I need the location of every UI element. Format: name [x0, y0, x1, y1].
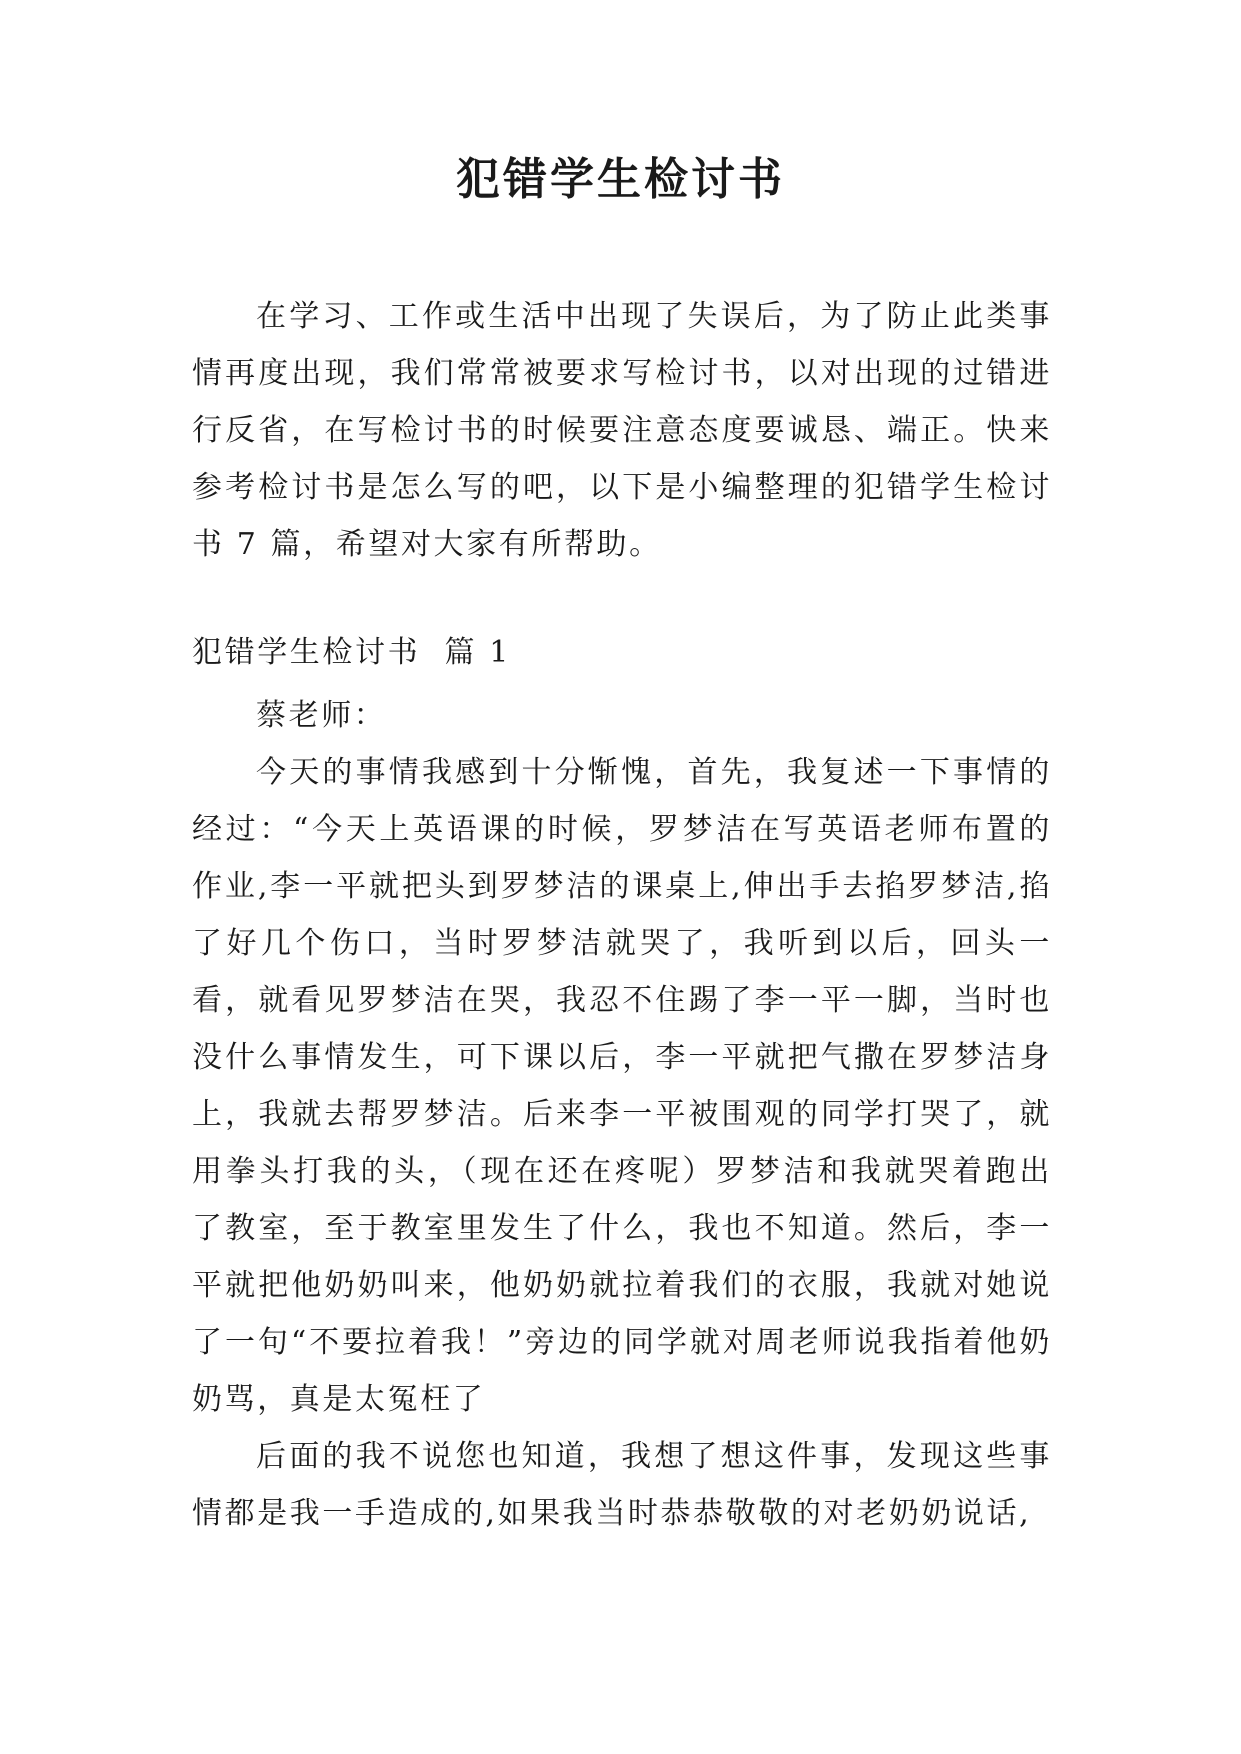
body-paragraph: 后面的我不说您也知道，我想了想这件事，发现这些事情都是我一手造成的,如果我当时恭恭敬敬的对老奶奶说话,: [192, 1439, 1052, 1531]
intro-paragraph: 在学习、工作或生活中出现了失误后，为了防止此类事情再度出现，我们常常被要求写检讨书，以对出现的过错进行反省，在写检讨书的时候要注意态度要诚恳、端正。快来参考检讨书是怎么写的吧，以下是小编整理的犯错学生检讨书 7 篇，希望对大家有所帮助。: [192, 299, 1052, 562]
intro-section: [192, 288, 1052, 573]
document-title: 犯错学生检讨书: [456, 154, 785, 205]
section-1: [192, 624, 1052, 1542]
section-heading: 犯错学生检讨书 篇 1: [192, 635, 511, 670]
salutation: 蔡老师：: [256, 698, 387, 733]
body-paragraph: 今天的事情我感到十分惭愧，首先，我复述一下事情的经过：“今天上英语课的时候，罗梦洁在写英语老师布置的作业,李一平就把头到罗梦洁的课桌上,伸出手去掐罗梦洁,掐了好几个伤口，当时罗梦洁就哭了，我听到以后，回头一看，就看见罗梦洁在哭，我忍不住踢了李一平一脚，当时也没什么事情发生，可下课以后，李一平就把气撒在罗梦洁身上，我就去帮罗梦洁。后来李一平被围观的同学打哭了，就用拳头打我的头，（现在还在疼呢）罗梦洁和我就哭着跑出了教室，至于教室里发生了什么，我也不知道。然后，李一平就把他奶奶叫来，他奶奶就拉着我们的衣服，我就对她说了一句“不要拉着我！”旁边的同学就对周老师说我指着他奶奶骂，真是太冤枉了: [192, 755, 1052, 1417]
